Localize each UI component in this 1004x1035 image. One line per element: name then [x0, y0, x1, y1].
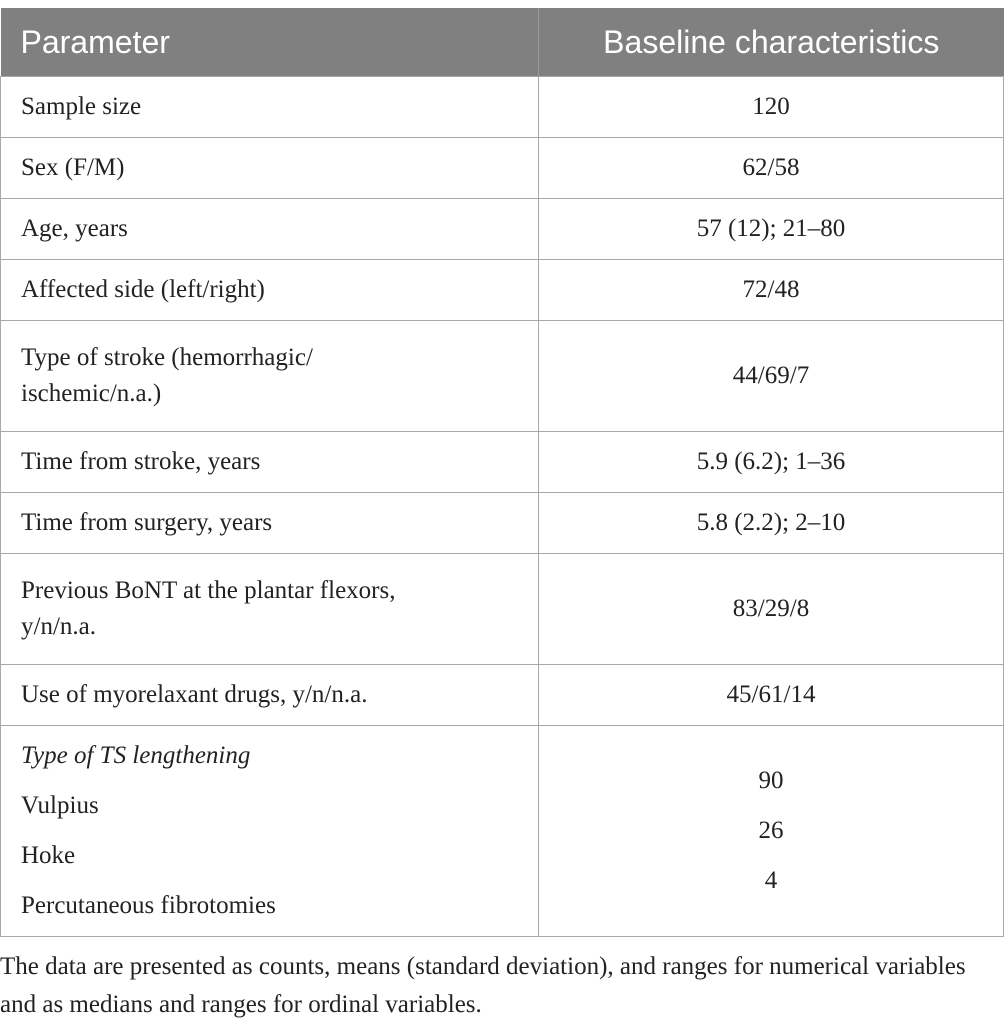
row-value: 83/29/8 — [539, 554, 1004, 665]
table-row — [1, 260, 1004, 321]
row-parameter: Affected side (left/right) — [1, 260, 539, 321]
lengthening-item-value: 4 — [764, 867, 778, 894]
row-parameter: Time from stroke, years — [1, 432, 539, 493]
row-parameter — [1, 321, 539, 432]
lengthening-item-label: Percutaneous fibrotomies — [21, 892, 276, 919]
baseline-table — [0, 8, 1004, 937]
row-parameter: Time from surgery, years — [1, 493, 539, 554]
header-parameter: Parameter — [1, 8, 539, 77]
table-row — [1, 321, 1004, 432]
row-value: 45/61/14 — [539, 665, 1004, 726]
row-parameter-line: Previous BoNT at the plantar flexors, — [21, 577, 396, 604]
header-baseline: Baseline characteristics — [539, 8, 1004, 77]
row-parameter-line: Type of stroke (hemorrhagic/ — [21, 344, 313, 371]
table-row-lengthening — [1, 726, 1004, 937]
row-parameter: Age, years — [1, 199, 539, 260]
lengthening-title: Type of TS lengthening — [21, 742, 251, 769]
row-value: 44/69/7 — [539, 321, 1004, 432]
row-value: 5.9 (6.2); 1–36 — [539, 432, 1004, 493]
row-value: 72/48 — [539, 260, 1004, 321]
table-footnote: The data are presented as counts, means (standard deviation), and ranges for numerical variables and as medians and ranges for ordinal variables. — [0, 953, 966, 1018]
lengthening-item-value: 90 — [758, 767, 784, 794]
row-parameter: Sex (F/M) — [1, 138, 539, 199]
row-value: 57 (12); 21–80 — [539, 199, 1004, 260]
lengthening-item-label: Vulpius — [21, 792, 99, 819]
table-container — [0, 8, 1004, 937]
table-row — [1, 77, 1004, 138]
row-parameter: Sample size — [1, 77, 539, 138]
table-row — [1, 493, 1004, 554]
header-row — [1, 8, 1004, 77]
table-row — [1, 138, 1004, 199]
table-row — [1, 432, 1004, 493]
lengthening-values — [539, 726, 1004, 937]
table-row — [1, 665, 1004, 726]
row-parameter-line: y/n/n.a. — [21, 613, 96, 640]
lengthening-item-value: 26 — [758, 817, 784, 844]
row-value: 5.8 (2.2); 2–10 — [539, 493, 1004, 554]
row-value: 120 — [539, 77, 1004, 138]
lengthening-item-label: Hoke — [21, 842, 76, 869]
row-parameter — [1, 554, 539, 665]
row-parameter: Use of myorelaxant drugs, y/n/n.a. — [1, 665, 539, 726]
row-value: 62/58 — [539, 138, 1004, 199]
table-row — [1, 199, 1004, 260]
table-row — [1, 554, 1004, 665]
lengthening-parameters — [1, 726, 539, 937]
row-parameter-line: ischemic/n.a.) — [21, 380, 162, 407]
